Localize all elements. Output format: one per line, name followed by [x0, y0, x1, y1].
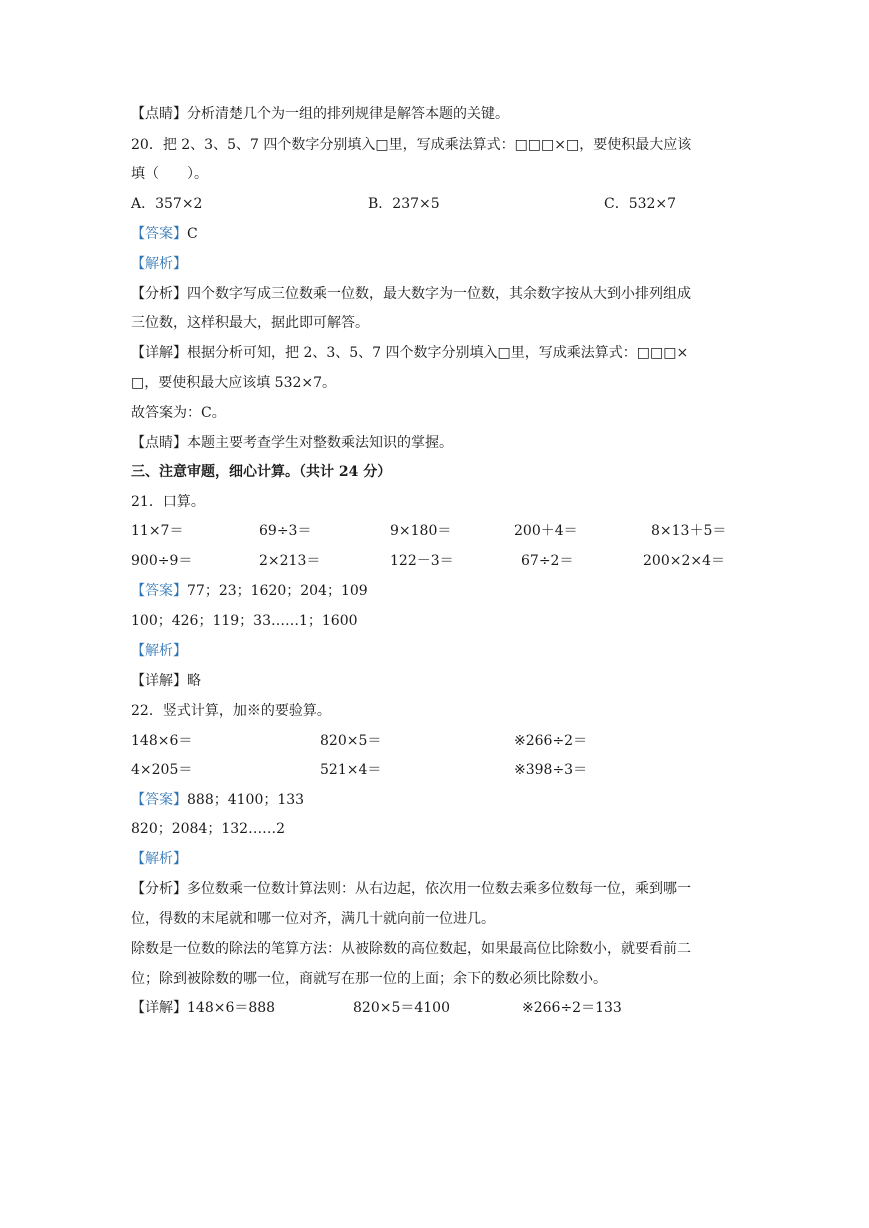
q21-r1-c1: 11×7＝ [131, 523, 184, 539]
q21-r2-c5: 200×2×4＝ [643, 553, 725, 569]
q20-conclusion: 故答案为：C。 [131, 405, 226, 421]
q21-r1-c3: 9×180＝ [390, 523, 452, 539]
xiangjie-tag: 【详解】 [131, 673, 187, 689]
q22-xiangjie-item1 [131, 998, 275, 1018]
xiangjie-tag: 【详解】 [131, 1000, 187, 1016]
q20-fenxi-line2: 三位数，这样积最大，据此即可解答。 [131, 315, 369, 331]
answer-value: 77；23；1620；204；109 [187, 583, 368, 599]
xiangjie-tag: 【详解】 [131, 345, 187, 361]
q20-answer-line [131, 224, 198, 244]
q20-analysis-tag: 【解析】 [131, 256, 187, 272]
q21-r2-c1: 900÷9＝ [131, 553, 193, 569]
q20-option-b: B．237×5 [368, 196, 440, 212]
q21-answer-line1 [131, 581, 368, 601]
q20-fenxi-line1 [131, 284, 691, 304]
xiangjie-text: 根据分析可知，把 2、3、5、7 四个数字分别填入□里，写成乘法算式：□□□× [187, 345, 689, 361]
fenxi-tag: 【分析】 [131, 286, 187, 302]
q21-r2-c4: 67÷2＝ [521, 553, 574, 569]
answer-value: 888；4100；133 [187, 792, 305, 808]
q22-r2-c3: ※398÷3＝ [514, 762, 588, 778]
q22-answer-line2: 820；2084；132……2 [131, 821, 285, 837]
q22-stem: 22．竖式计算，加※的要验算。 [131, 703, 331, 719]
q20-stem-line2: 填（ ）。 [131, 166, 208, 182]
q22-analysis-tag: 【解析】 [131, 851, 187, 867]
q21-analysis-tag: 【解析】 [131, 643, 187, 659]
q22-fenxi-line2: 位，得数的末尾就和哪一位对齐，满几十就向前一位进几。 [131, 911, 495, 927]
answer-tag: 【答案】 [131, 226, 187, 242]
q20-stem-line1: 20．把 2、3、5、7 四个数字分别填入□里，写成乘法算式：□□□×□，要使积最大应该 [131, 137, 692, 153]
answer-value: C [187, 226, 198, 242]
answer-tag: 【答案】 [131, 792, 187, 808]
q22-r2-c1: 4×205＝ [131, 762, 193, 778]
fenxi-tag: 【分析】 [131, 881, 187, 897]
q20-xiangjie-line2: □，要使积最大应该填 532×7。 [131, 375, 337, 391]
dianjing-text: 本题主要考查学生对整数乘法知识的掌握。 [187, 435, 453, 451]
q22-fenxi-line3: 除数是一位数的除法的笔算方法：从被除数的高位数起，如果最高位比除数小，就要看前二 [131, 941, 691, 957]
q22-r1-c2: 820×5＝ [320, 733, 382, 749]
fenxi-text: 多位数乘一位数计算法则：从右边起，依次用一位数去乘多位数每一位，乘到哪一 [187, 881, 691, 897]
dianjing-tag: 【点睛】 [131, 435, 187, 451]
q21-r1-c5: 8×13＋5＝ [651, 523, 727, 539]
q21-answer-line2: 100；426；119；33……1；1600 [131, 613, 358, 629]
q22-answer-line1 [131, 790, 304, 810]
q22-r1-c3: ※266÷2＝ [514, 733, 588, 749]
q21-r2-c3: 122－3＝ [390, 553, 454, 569]
q20-option-a: A．357×2 [131, 196, 203, 212]
answer-tag: 【答案】 [131, 583, 187, 599]
q21-xiangjie-line [131, 671, 201, 691]
q21-r1-c2: 69÷3＝ [259, 523, 312, 539]
q21-stem: 21．口算。 [131, 494, 205, 510]
xiangjie-text: 148×6＝888 [187, 1000, 276, 1016]
q22-fenxi-line1 [131, 879, 691, 899]
tip-line: 【点睛】分析清楚几个为一组的排列规律是解答本题的关键。 [131, 106, 509, 122]
q20-option-c: C．532×7 [604, 196, 677, 212]
q22-fenxi-line4: 位；除到被除数的哪一位，商就写在那一位的上面；余下的数必须比除数小。 [131, 971, 607, 987]
q21-r2-c2: 2×213＝ [259, 553, 321, 569]
q22-xiangjie-item3: ※266÷2＝133 [522, 1000, 622, 1016]
q21-r1-c4: 200＋4＝ [514, 523, 578, 539]
q22-r2-c2: 521×4＝ [320, 762, 382, 778]
fenxi-text: 四个数字写成三位数乘一位数，最大数字为一位数，其余数字按从大到小排列组成 [187, 286, 691, 302]
q20-xiangjie-line1 [131, 343, 688, 363]
q22-r1-c1: 148×6＝ [131, 733, 193, 749]
q22-xiangjie-item2: 820×5＝4100 [353, 1000, 450, 1016]
xiangjie-text: 略 [187, 673, 201, 689]
section-title: 三、注意审题，细心计算。（共计 24 分） [131, 464, 392, 480]
q20-dianjing-line [131, 433, 453, 453]
